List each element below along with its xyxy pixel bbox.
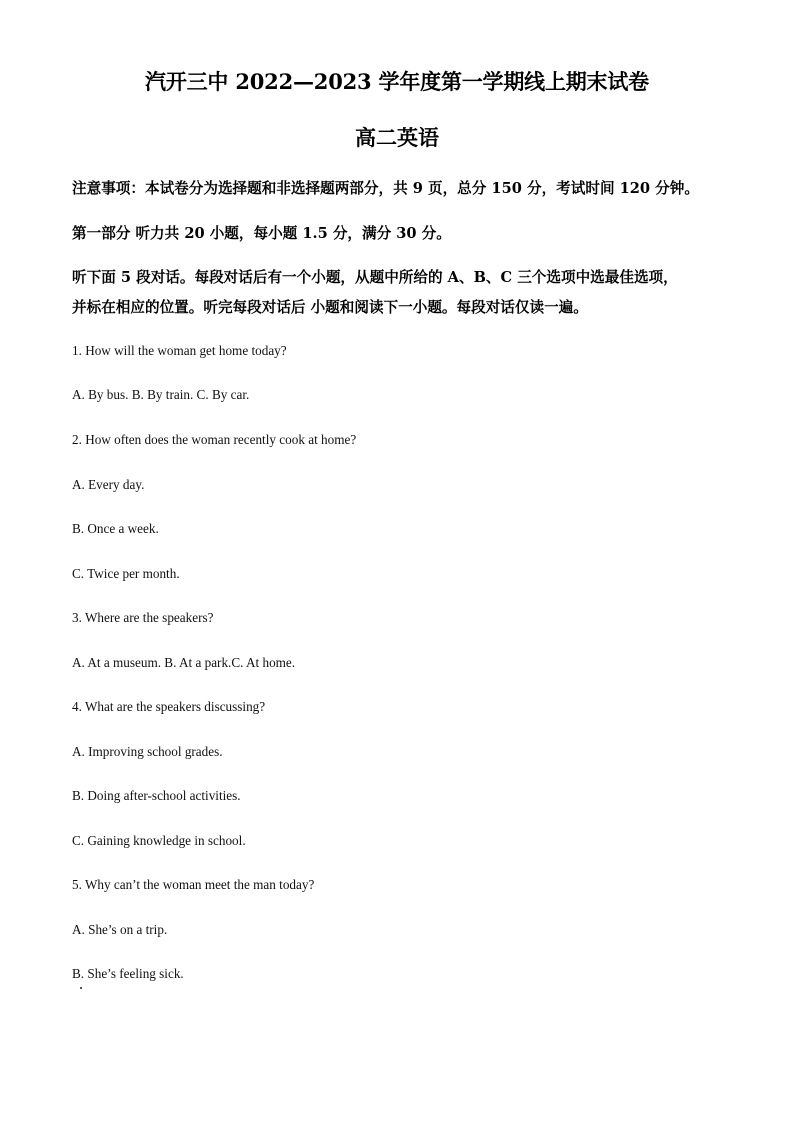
question-2-option-c: C. Twice per month.: [72, 566, 180, 581]
question-1: 1. How will the woman get home today?: [72, 343, 287, 358]
directions-line-1: 听下面 5 段对话。每段对话后有一个小题，从题中所给的 A、B、C 三个选项中选最佳选项，: [72, 269, 678, 286]
question-3: 3. Where are the speakers?: [72, 610, 214, 625]
question-5-option-a: A. She’s on a trip.: [72, 922, 168, 937]
question-2-option-a: A. Every day.: [72, 477, 145, 492]
directions-line-2: 并标在相应的位置。听完每段对话后 小题和阅读下一小题。每段对话仅读一遍。: [72, 299, 588, 316]
question-4-option-b: B. Doing after-school activities.: [72, 788, 241, 803]
question-5: 5. Why can’t the woman meet the man today?: [72, 877, 315, 892]
question-4-option-c: C. Gaining knowledge in school.: [72, 833, 246, 848]
question-5-option-b: B. She’s feeling sick.: [72, 966, 184, 981]
stray-mark: [80, 987, 82, 989]
exam-subject: 高二英语: [355, 125, 439, 150]
question-4-option-a: A. Improving school grades.: [72, 744, 223, 759]
question-3-options: A. At a museum. B. At a park.C. At home.: [72, 655, 296, 670]
part-one-heading: 第一部分 听力共 20 小题，每小题 1.5 分，满分 30 分。: [72, 225, 451, 242]
question-1-options: A. By bus. B. By train. C. By car.: [72, 387, 250, 402]
exam-title: 汽开三中 2022—2023 学年度第一学期线上期末试卷: [145, 69, 649, 94]
notice-text: 注意事项：本试卷分为选择题和非选择题两部分，共 9 页，总分 150 分，考试时间 120 分钟。: [72, 180, 699, 197]
question-2-option-b: B. Once a week.: [72, 521, 159, 536]
question-2: 2. How often does the woman recently cook at home?: [72, 432, 357, 447]
question-4: 4. What are the speakers discussing?: [72, 699, 266, 714]
